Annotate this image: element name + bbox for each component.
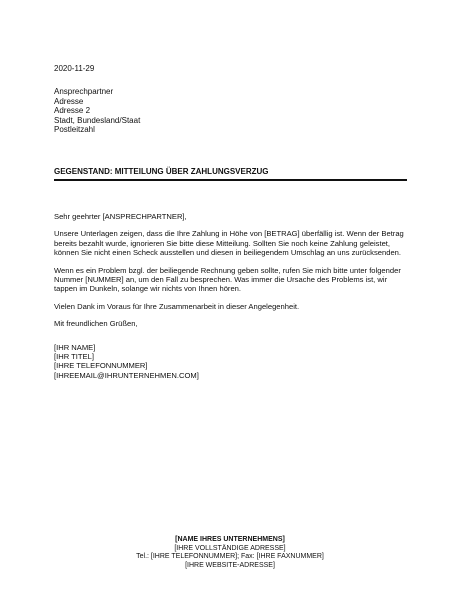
signature-title: [IHR TITEL]: [54, 352, 94, 362]
letter-body: [54, 212, 410, 380]
recipient-address-line-1: Adresse: [54, 96, 84, 106]
letter-subject: GEGENSTAND: MITTEILUNG ÜBER ZAHLUNGSVERZUG: [54, 167, 269, 176]
signature-name: [IHR NAME]: [54, 342, 96, 352]
signature-email: [IHREEMAIL@IHRUNTERNEHMEN.COM]: [54, 370, 199, 380]
recipient-city-state: Stadt, Bundesland/Staat: [54, 115, 141, 125]
subject-divider: [54, 179, 407, 181]
recipient-contact: Ansprechpartner: [54, 87, 114, 96]
body-paragraph-3: Vielen Dank im Voraus für Ihre Zusammenarbeit in dieser Angelegenheit.: [54, 301, 300, 311]
letter-footer: [0, 536, 460, 570]
footer-address: [IHRE VOLLSTÄNDIGE ADRESSE]: [174, 544, 286, 552]
signature-block: [54, 343, 410, 381]
signature-phone: [IHRE TELEFONNUMMER]: [54, 361, 148, 371]
letter-salutation: Sehr geehrter [ANSPRECHPARTNER],: [54, 212, 187, 221]
recipient-address-block: [54, 87, 140, 135]
recipient-postal-code: Postleitzahl: [54, 125, 95, 135]
footer-contact: Tel.: [IHRE TELEFONNUMMER]; Fax: [IHRE FAXNUMMER]: [136, 553, 324, 561]
body-paragraph-2: Wenn es ein Problem bzgl. der beiliegende Rechnung geben sollte, rufen Sie mich bitte unter folgender Nummer [NUMMER] an, um den Fall zu besprechen. Was immer die Ursache des Problems ist, wir tappen im Dunkeln, solange wir nichts von Ihnen hören.: [54, 265, 401, 294]
letter-closing: Mit freundlichen Grüßen,: [54, 319, 138, 329]
recipient-address-line-2: Adresse 2: [54, 106, 91, 116]
footer-website: [IHRE WEBSITE-ADRESSE]: [185, 561, 275, 569]
footer-company-name: [NAME IHRES UNTERNEHMENS]: [175, 536, 285, 543]
letter-date: 2020-11-29: [54, 64, 95, 73]
body-paragraph-1: Unsere Unterlagen zeigen, dass die Ihre Zahlung in Höhe von [BETRAG] überfällig ist. Wenn der Betrag bereits bezahlt wurde, ignorieren Sie bitte diese Mitteilung. Sollten Sie noch keine Zahlung geleistet, können Sie nicht einen Scheck ausstellen und diesen in beiliegendem Umschlag an uns zurücksenden.: [54, 229, 404, 258]
